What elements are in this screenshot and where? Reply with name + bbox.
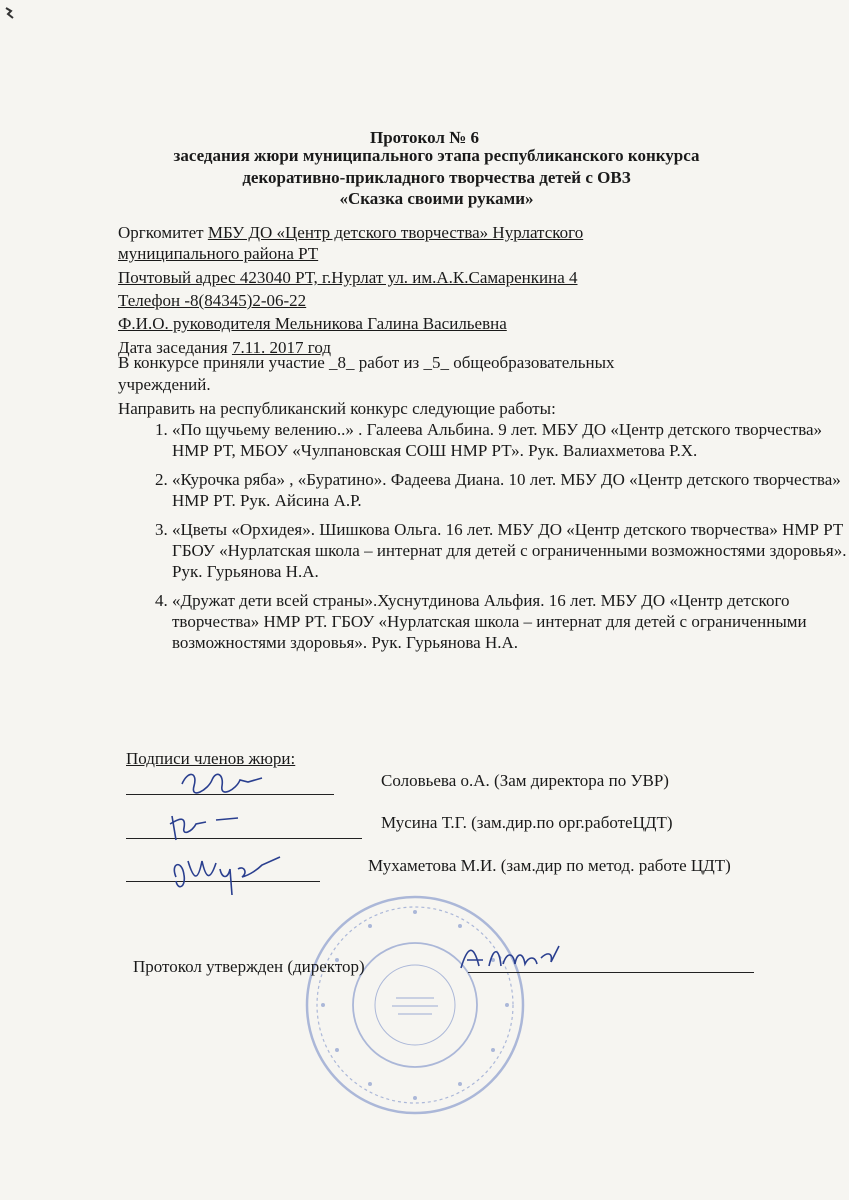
signature-scribble-icon — [160, 806, 250, 846]
signature-scribble-icon — [168, 851, 298, 909]
meeting-date-label: Дата заседания — [118, 338, 232, 357]
organizer-label: Оргкомитет — [118, 223, 208, 242]
jury-member-name: Соловьева о.А. (Зам директора по УВР) — [381, 771, 669, 790]
protocol-subtitle-line-1: заседания жюри муниципального этапа республиканского конкурса — [173, 146, 700, 165]
protocol-approved-label: Протокол утвержден (директор) — [133, 957, 365, 976]
protocol-title: Протокол № 6 — [369, 128, 480, 147]
jury-member-name: Мухаметова М.И. (зам.дир по метод. работе ЦДТ) — [368, 856, 731, 875]
organizer-value: МБУ ДО «Центр детского творчества» Нурлатского — [207, 223, 584, 242]
works-list — [130, 419, 849, 661]
organizer-value-cont: муниципального района РТ — [118, 244, 319, 263]
meeting-date-value: 7.11. 2017 год — [231, 338, 332, 357]
list-item: 4. «Дружат дети всей страны».Хуснутдинова Альфия. 16 лет. МБУ ДО «Центр детского творчества» НМР РТ. ГБОУ «Нурлатская школа – интернат для детей с ограниченными возможностями здоровья». Рук. Гурьянова Н.А. — [172, 590, 849, 653]
organizer-line — [118, 222, 583, 243]
list-item: 2. «Курочка ряба» , «Буратино». Фадеева Диана. 10 лет. МБУ ДО «Центр детского творчества» НМР РТ. Рук. Айсина А.Р. — [172, 469, 849, 511]
protocol-subtitle-line-2: декоративно-прикладного творчества детей с ОВЗ — [242, 168, 631, 187]
signature-scribble-icon — [178, 764, 268, 798]
list-item: 1. «По щучьему велению..» . Галеева Альбина. 9 лет. МБУ ДО «Центр детского творчества» НМР РТ, МБОУ «Чулпановская СОШ НМР РТ». Рук. Валиахметова Р.Х. — [172, 419, 849, 461]
phone: Телефон -8(84345)2-06-22 — [118, 291, 307, 310]
list-item: 3. «Цветы «Орхидея». Шишкова Ольга. 16 лет. МБУ ДО «Центр детского творчества» НМР РТ ГБОУ «Нурлатская школа – интернат для детей с ограниченными возможностями здоровья». Рук. Гурьянова Н.А. — [172, 519, 849, 582]
director-signature-scribble-icon — [455, 938, 565, 978]
contest-name: «Сказка своими руками» — [339, 189, 534, 208]
scan-mark-icon — [4, 6, 18, 20]
participation-line-2: учреждений. — [118, 375, 211, 394]
jury-signatures-label: Подписи членов жюри: — [126, 749, 296, 768]
director-name: Ф.И.О. руководителя Мельникова Галина Васильевна — [118, 314, 507, 333]
send-to-republic-label: Направить на республиканский конкурс следующие работы: — [118, 399, 556, 418]
jury-member-name: Мусина Т.Г. (зам.дир.по орг.работеЦДТ) — [381, 813, 673, 832]
participation-line-1: В конкурсе приняли участие _8_ работ из _5_ общеобразовательных — [118, 353, 615, 372]
postal-address: Почтовый адрес 423040 РТ, г.Нурлат ул. им.А.К.Самаренкина 4 — [118, 268, 578, 287]
round-stamp-icon — [300, 890, 530, 1120]
